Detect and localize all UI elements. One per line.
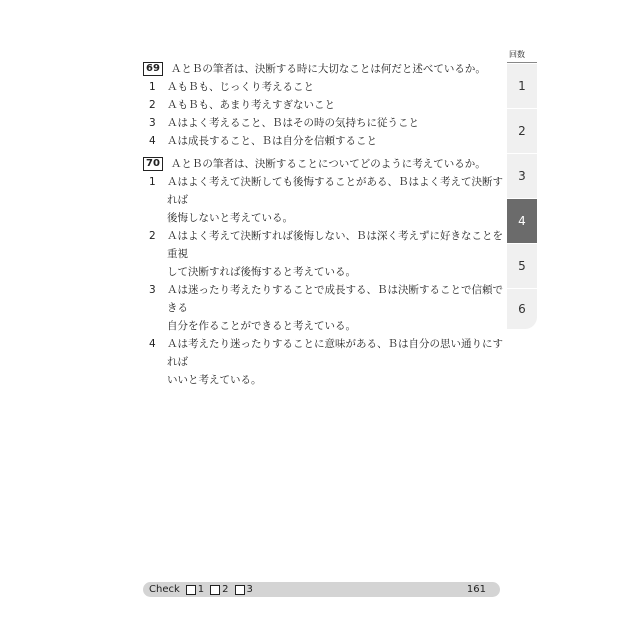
check-item-3[interactable]	[235, 582, 253, 597]
option-text-line: 後悔しないと考えている。	[167, 212, 293, 224]
option-number: 1	[149, 176, 156, 188]
option-number: 2	[149, 230, 156, 242]
option-1	[143, 78, 507, 96]
option-number: 3	[149, 284, 156, 296]
question-stem: ＡとＢの筆者は、決断することについてどのように考えているか。	[170, 158, 486, 170]
option-2	[143, 227, 507, 281]
tab-round-1[interactable]: 1	[507, 64, 537, 108]
tab-round-3[interactable]: 3	[507, 154, 537, 198]
option-text: ＡもＢも、じっくり考えること	[167, 81, 314, 93]
check-item-2[interactable]	[210, 582, 228, 597]
option-text-line: Ａはよく考えて決断しても後悔することがある、Ｂはよく考えて決断すれば	[167, 176, 503, 206]
question-69	[143, 60, 507, 150]
checkbox-3[interactable]	[235, 585, 245, 595]
option-4	[143, 132, 507, 150]
option-text: ＡもＢも、あまり考えすぎないこと	[167, 99, 335, 111]
option-text: Ａは成長すること、Ｂは自分を信頼すること	[167, 135, 377, 147]
option-text-line: いいと考えている。	[167, 374, 262, 386]
option-number: 4	[149, 338, 156, 350]
option-number: 3	[149, 117, 156, 129]
tab-round-4[interactable]: 4	[507, 199, 537, 243]
option-text-line: Ａは考えたり迷ったりすることに意味がある、Ｂは自分の思い通りにすれば	[167, 338, 503, 368]
checkbox-label: 3	[246, 584, 253, 595]
tab-round-2[interactable]: 2	[507, 109, 537, 153]
option-number: 1	[149, 81, 156, 93]
option-text-line: Ａはよく考えて決断すれば後悔しない、Ｂは深く考えずに好きなことを重視	[167, 230, 503, 260]
round-sidebar	[507, 48, 537, 329]
option-3	[143, 114, 507, 132]
checkbox-2[interactable]	[210, 585, 220, 595]
option-1	[143, 173, 507, 227]
option-text: Ａはよく考えること、Ｂはその時の気持ちに従うこと	[167, 117, 419, 129]
question-70	[143, 155, 507, 389]
check-footer	[143, 582, 500, 597]
question-number: 69	[143, 62, 163, 76]
checkbox-1[interactable]	[186, 585, 196, 595]
option-text-line: Ａは迷ったり考えたりすることで成長する、Ｂは決断することで信頼できる	[167, 284, 503, 314]
option-3	[143, 281, 507, 335]
question-number: 70	[143, 157, 163, 171]
option-2	[143, 96, 507, 114]
option-text-line: して決断すれば後悔すると考えている。	[167, 266, 356, 278]
option-4	[143, 335, 507, 389]
checkbox-label: 1	[197, 584, 205, 595]
option-number: 4	[149, 135, 156, 147]
check-label: Check	[149, 584, 180, 595]
sidebar-label: 回数	[507, 48, 537, 63]
question-stem: ＡとＢの筆者は、決断する時に大切なことは何だと述べているか。	[170, 63, 486, 75]
tab-round-5[interactable]: 5	[507, 244, 537, 288]
option-text-line: 自分を作ることができると考えている。	[167, 320, 356, 332]
option-number: 2	[149, 99, 156, 111]
check-item-1[interactable]	[186, 582, 204, 597]
page-number: 161	[466, 584, 486, 595]
checkbox-label: 2	[222, 584, 229, 595]
tab-round-6[interactable]: 6	[507, 289, 537, 329]
